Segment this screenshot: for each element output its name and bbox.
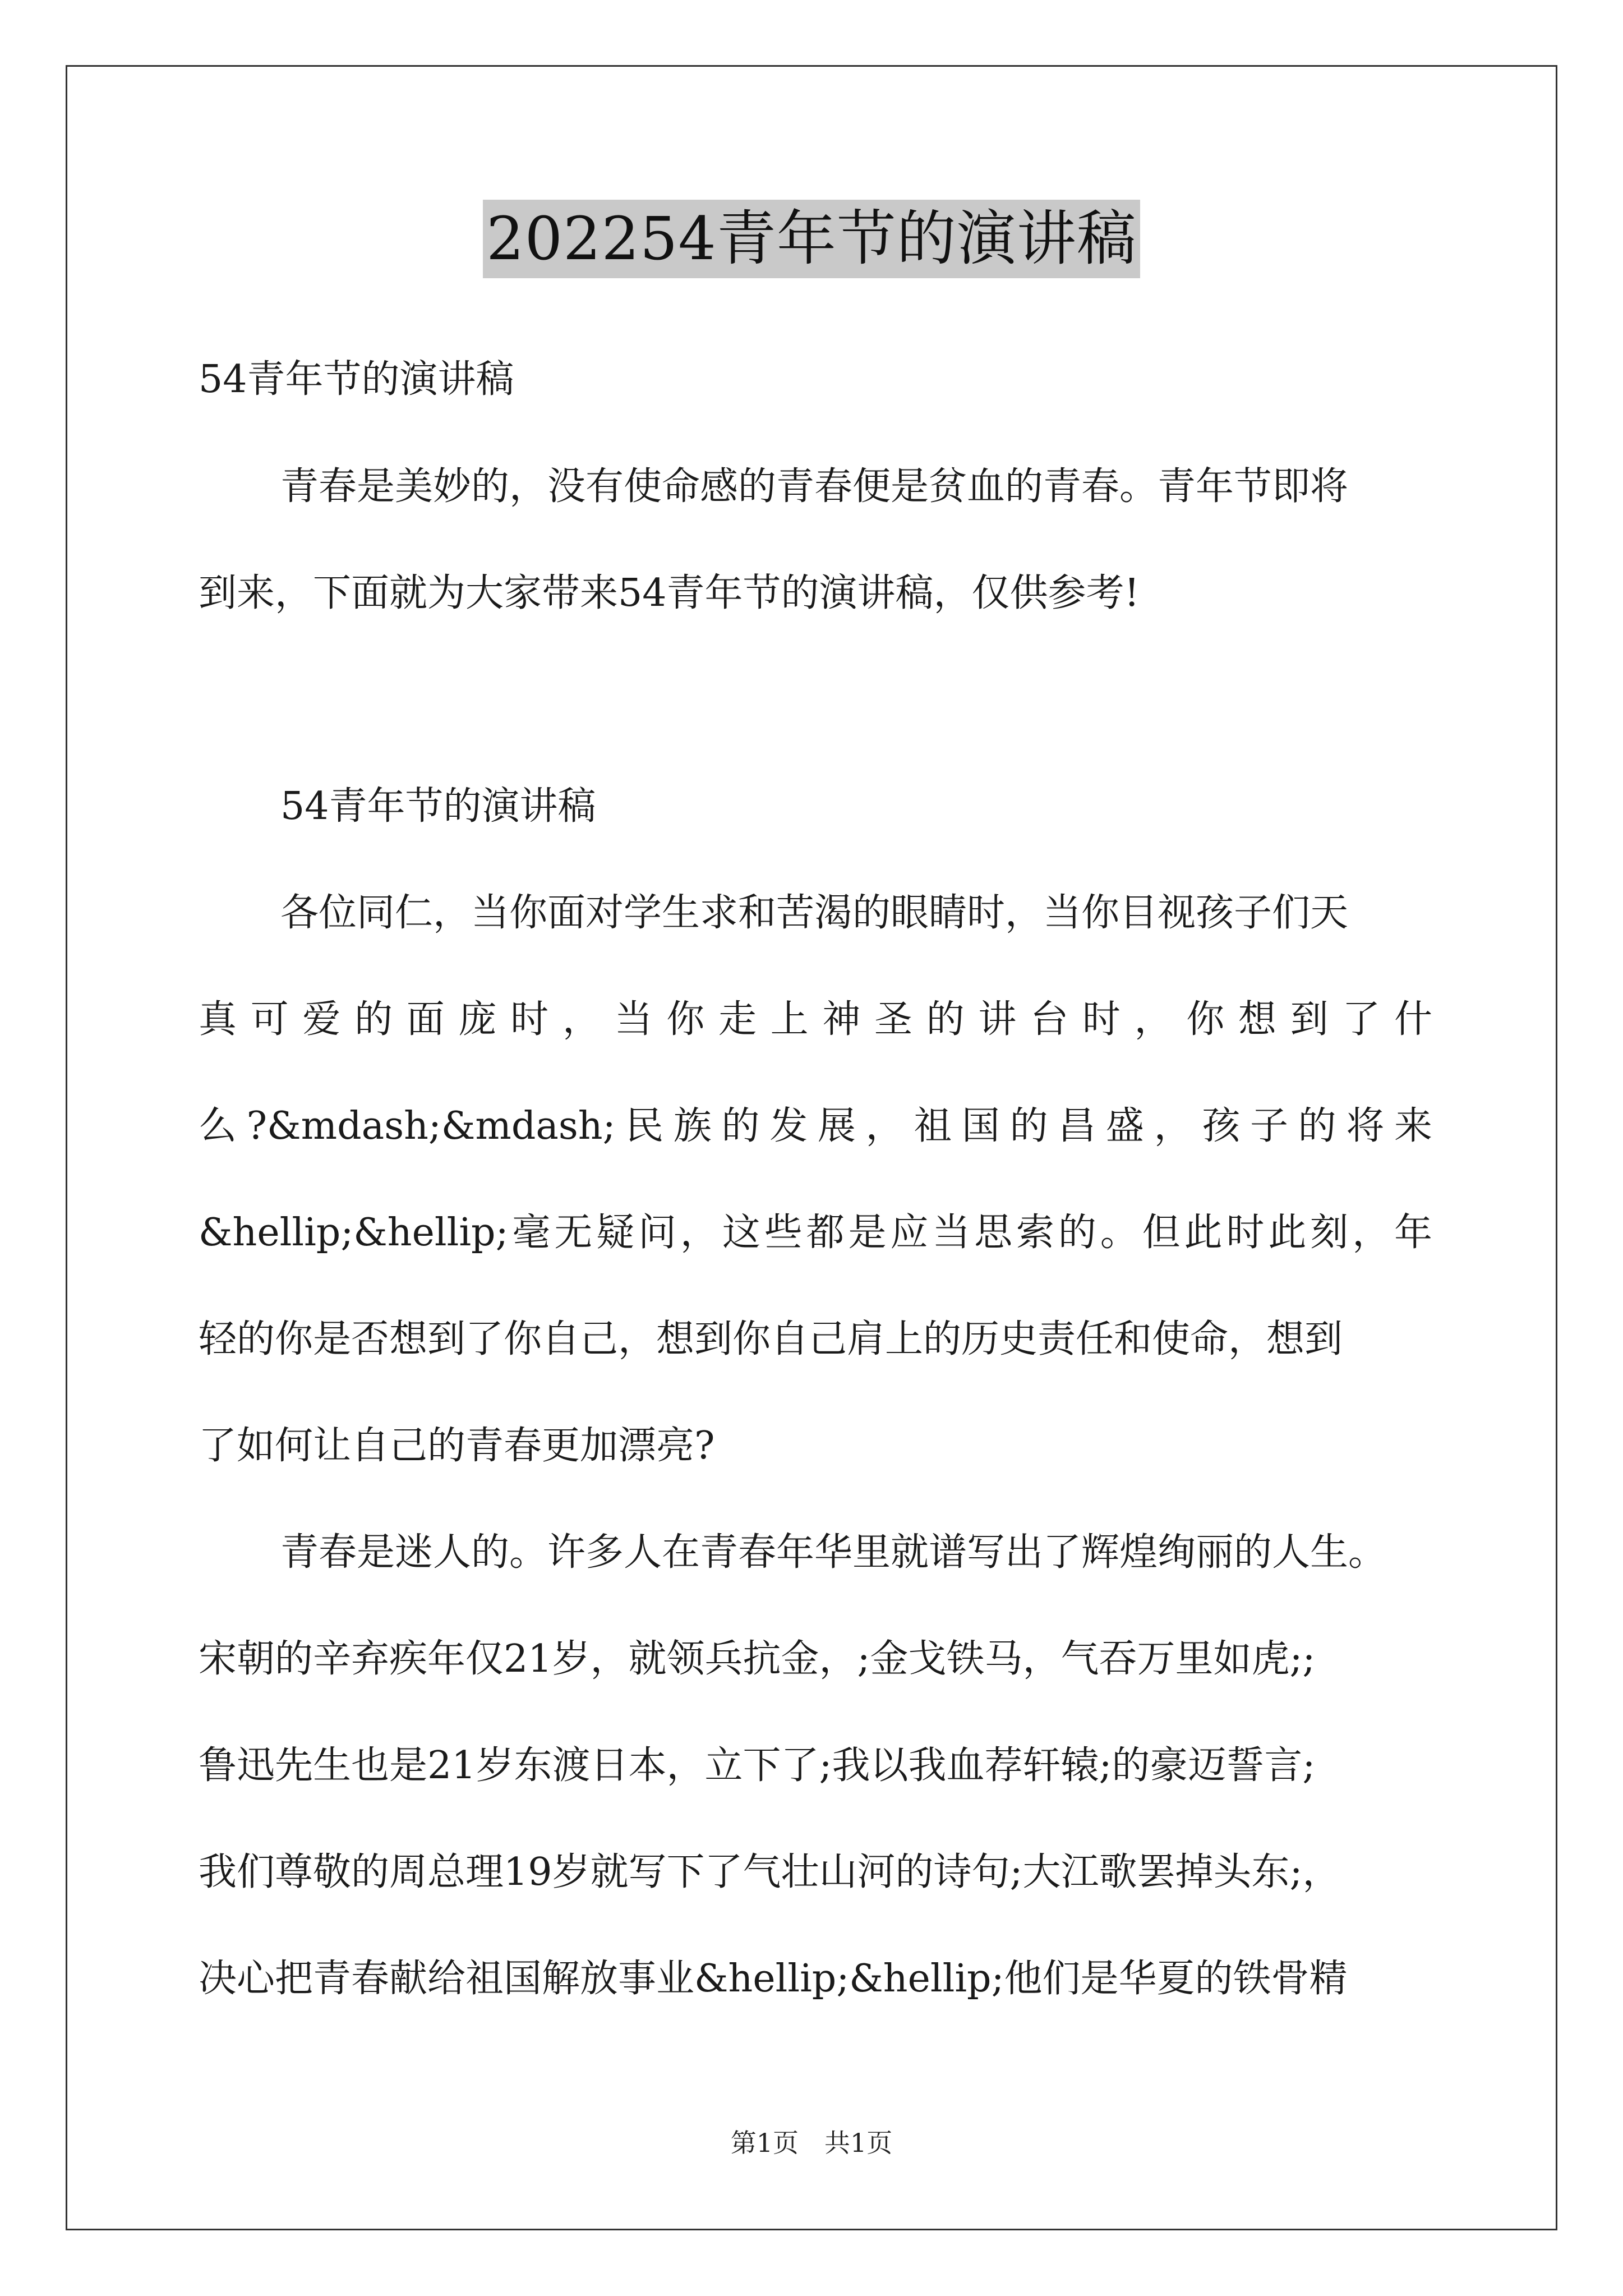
paragraph-line: 决心把青春献给祖国解放事业&hellip;&hellip;他们是华夏的铁骨精: [199, 1957, 1348, 2001]
paragraph-line: 鲁迅先生也是21岁东渡日本，立下了;我以我血荐轩辕;的豪迈誓言;: [199, 1743, 1316, 1788]
paragraph-line: 么?&mdash;&mdash;民族的发展，祖国的昌盛，孩子的将来: [199, 1104, 1432, 1148]
paragraph-line: &hellip;&hellip;毫无疑问，这些都是应当思索的。但此时此刻，年: [199, 1211, 1432, 1255]
document-subtitle: 54青年节的演讲稿: [199, 357, 514, 402]
paragraph-line: 到来，下面就为大家带来54青年节的演讲稿，仅供参考!: [199, 571, 1140, 615]
paragraph-line: 真可爱的面庞时，当你走上神圣的讲台时，你想到了什: [199, 997, 1432, 1042]
paragraph-line: 了如何让自己的青春更加漂亮?: [199, 1424, 715, 1468]
paragraph-line: 青春是美妙的，没有使命感的青春便是贫血的青春。青年节即将: [280, 464, 1349, 509]
document-title: 202254青年节的演讲稿: [483, 200, 1140, 278]
title-container: [0, 200, 1623, 278]
paragraph-line: 轻的你是否想到了你自己，想到你自己肩上的历史责任和使命，想到: [199, 1317, 1343, 1361]
paragraph-line: 宋朝的辛弃疾年仅21岁，就领兵抗金，;金戈铁马，气吞万里如虎;;: [199, 1637, 1316, 1681]
paragraph-line: 青春是迷人的。许多人在青春年华里就谱写出了辉煌绚丽的人生。: [280, 1530, 1387, 1575]
paragraph-line: 我们尊敬的周总理19岁就写下了气壮山河的诗句;大江歌罢掉头东;，: [199, 1850, 1341, 1894]
page-footer: 第1页 共1页: [730, 2128, 893, 2158]
paragraph-line: 各位同仁，当你面对学生求和苦渴的眼睛时，当你目视孩子们天: [280, 891, 1349, 935]
section-heading: 54青年节的演讲稿: [280, 784, 596, 829]
